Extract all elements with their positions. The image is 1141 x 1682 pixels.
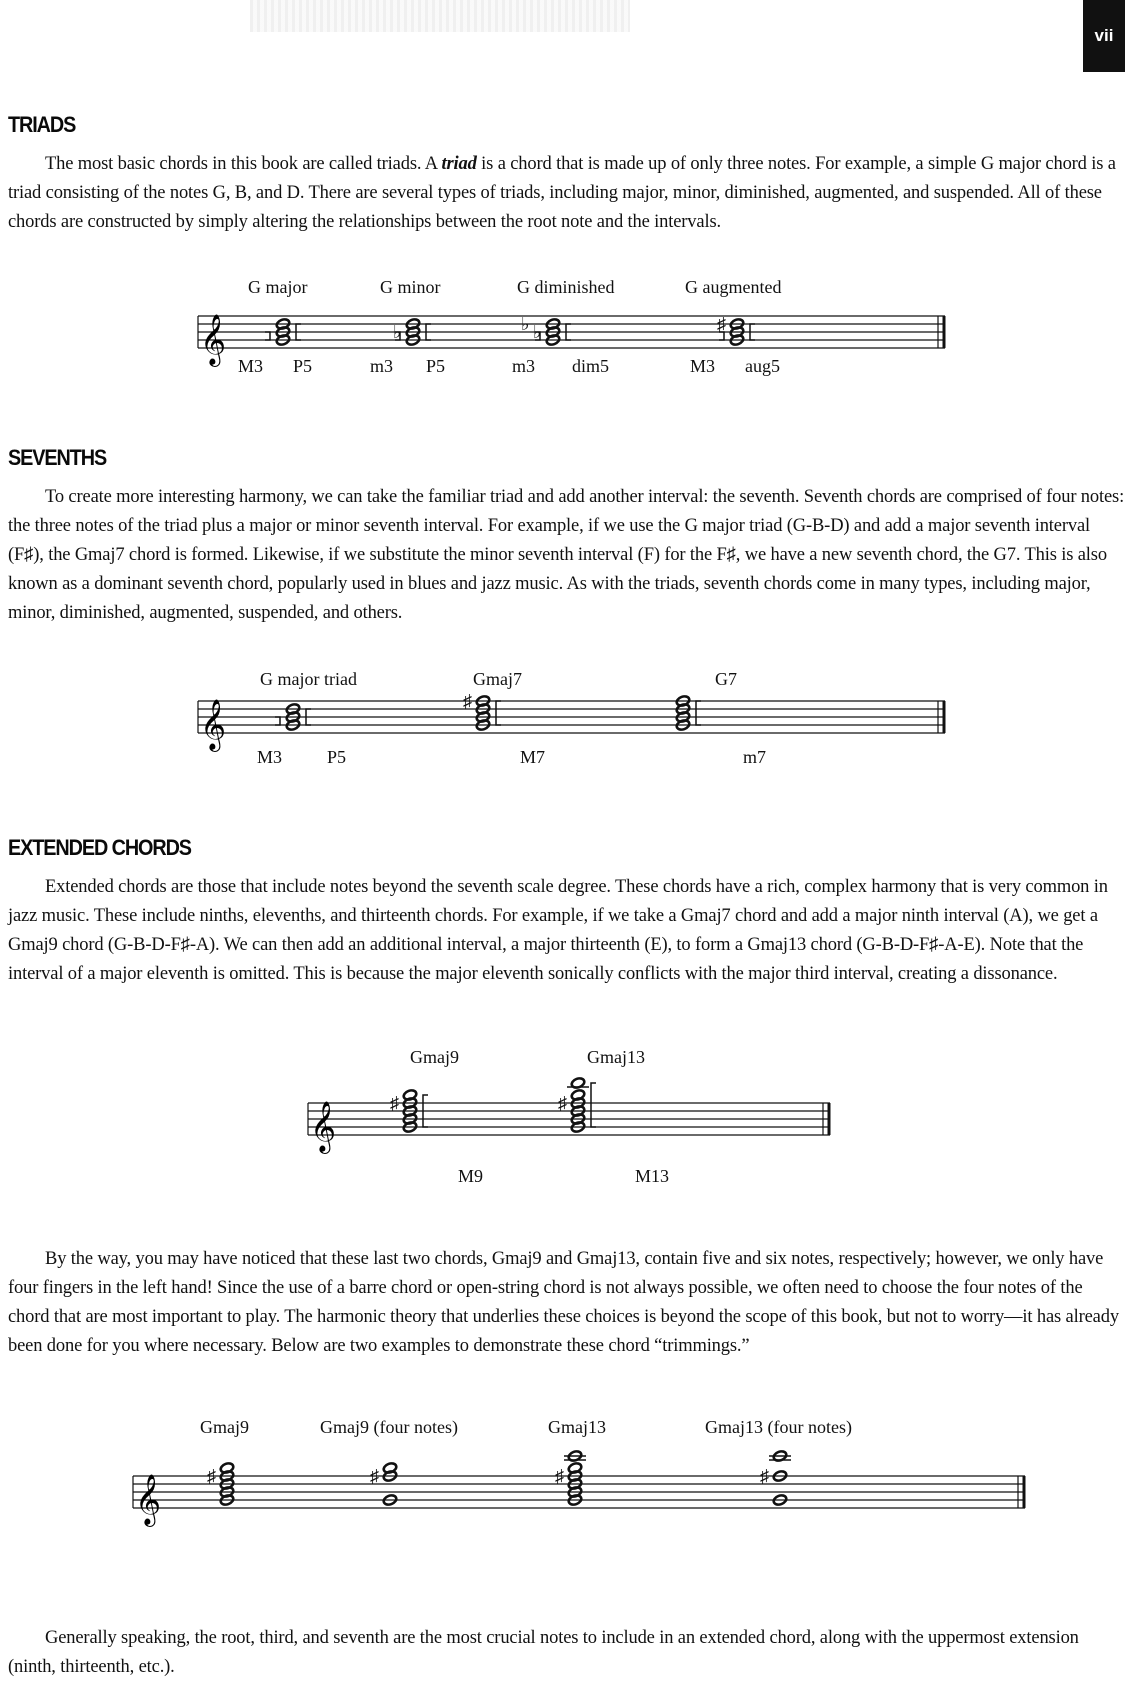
chord-label: G diminished <box>517 277 615 297</box>
interval-label: M9 <box>458 1166 484 1186</box>
interval-label: M3 <box>238 356 264 376</box>
interval-label: m3 <box>370 356 394 376</box>
treble-clef-icon: 𝄞 <box>200 315 227 364</box>
sharp-icon: ♯ <box>390 1093 399 1113</box>
flat-icon: ♭ <box>533 322 542 342</box>
chord-notation <box>521 314 571 346</box>
chord-label: Gmaj9 <box>200 1417 249 1437</box>
chord-notation <box>558 1077 596 1134</box>
chord-label: G major <box>248 277 308 297</box>
paragraph-sevenths: To create more interesting harmony, we can take the familiar triad and add another interval: the seventh. Seventh chords are comprised of four notes: the three notes of the triad plus a major or minor seventh interval. For example, if we use the G major triad (G-B-D) and add a major seventh interval (F♯), the Gmaj7 chord is formed. Likewise, if we substitute the minor seventh interval (F) for the F♯, we have a new seventh chord, the G7. This is also known as a dominant seventh chord, popularly used in blues and jazz music. As with the triads, seventh chords come in many types, including major, minor, diminished, augmented, suspended, and others. <box>8 487 1125 623</box>
interval-label: aug5 <box>745 356 780 376</box>
paragraph-extended-chords: Extended chords are those that include notes beyond the seventh scale degree. These chords have a rich, complex harmony that is very common in jazz music. These include ninths, elevenths, and thirteenth chords. For example, if we take a Gmaj7 chord and add a major ninth interval (A), we get a Gmaj9 chord (G-B-D-F♯-A). We can then add an additional interval, a major thirteenth (E), to form a Gmaj13 chord (G-B-D-F♯-A-E). Note that the interval of a major eleventh is omitted. This is because the major eleventh sonically conflicts with the major third interval, creating a dissonance. <box>8 877 1108 984</box>
interval-label: m7 <box>743 747 767 767</box>
chord-notation <box>717 314 755 346</box>
chord-notation <box>675 695 701 732</box>
interval-bracket <box>265 332 270 340</box>
chord-label: Gmaj9 (four notes) <box>320 1417 458 1437</box>
sharp-icon: ♯ <box>370 1466 379 1486</box>
sharp-icon: ♯ <box>207 1466 216 1486</box>
staff-lines <box>308 1103 830 1135</box>
interval-bracket <box>275 717 280 725</box>
chord-label: Gmaj7 <box>473 669 522 689</box>
chord-label: Gmaj9 <box>410 1047 459 1067</box>
staff-lines <box>198 701 945 733</box>
treble-clef-icon: 𝄞 <box>310 1102 337 1151</box>
chord-label: Gmaj13 (four notes) <box>705 1417 852 1437</box>
interval-label: M7 <box>520 747 546 767</box>
notation-extended <box>290 1045 840 1195</box>
chord-label: Gmaj13 <box>548 1417 606 1437</box>
paragraph-emphasis: triad <box>441 154 477 174</box>
paragraph-triads <box>8 150 1128 237</box>
interval-label: dim5 <box>572 356 610 376</box>
page-number-tab <box>1083 0 1125 72</box>
page-number: vii <box>1094 26 1114 45</box>
treble-clef-icon: 𝄞 <box>200 700 227 749</box>
chord-label: G augmented <box>685 277 782 297</box>
interval-label: P5 <box>293 356 313 376</box>
interval-label: P5 <box>426 356 446 376</box>
interval-label: M13 <box>635 1166 670 1186</box>
sharp-icon: ♯ <box>717 314 726 334</box>
chord-label: Gmaj13 <box>587 1047 645 1067</box>
paragraph-text: is a chord that is made up of only three notes. For example, a simple G major chord is a triad consisting of the notes G, B, and D. There are several types of triads, including major, minor, diminished, augmented, and suspended. All of these chords are constructed by simply altering the relationships between the root note and the intervals. <box>8 154 1116 232</box>
interval-label: M3 <box>257 747 283 767</box>
staff-lines <box>198 316 945 348</box>
flat-icon: ♭ <box>521 314 530 334</box>
notation-trimmings <box>115 1417 1035 1530</box>
flat-icon: ♭ <box>393 322 402 342</box>
paragraph-closing: Generally speaking, the root, third, and seventh are the most crucial notes to include in an extended chord, along with the uppermost extension (ninth, thirteenth, etc.). <box>8 1628 1079 1677</box>
scan-artifact <box>250 0 630 32</box>
interval-bracket <box>591 1083 596 1127</box>
sharp-icon: ♯ <box>760 1466 769 1486</box>
chord-label: G major triad <box>260 669 357 689</box>
interval-bracket <box>696 701 701 725</box>
sharp-icon: ♯ <box>463 691 472 711</box>
interval-bracket <box>496 701 501 725</box>
chord-label: G7 <box>715 669 737 689</box>
notation-triads <box>180 277 950 400</box>
interval-label: m3 <box>512 356 536 376</box>
section-heading-extended-chords: EXTENDED CHORDS <box>8 835 191 860</box>
chord-notation <box>555 1450 586 1507</box>
paragraph-trimmings: By the way, you may have noticed that these last two chords, Gmaj9 and Gmaj13, contain five and six notes, respectively; however, we only have four fingers in the left hand! Since the use of a barre chord or open-string chord is not always possible, we often need to choose the four notes of the chord that are most important to play. The harmonic theory that underlies these choices is beyond the scope of this book, but not to worry—it has already been done for you where necessary. Below are two examples to demonstrate these chord “trimmings.” <box>8 1249 1119 1356</box>
interval-label: P5 <box>327 747 347 767</box>
sharp-icon: ♯ <box>555 1466 564 1486</box>
interval-label: M3 <box>690 356 716 376</box>
section-heading-triads: TRIADS <box>8 112 76 137</box>
paragraph-text: The most basic chords in this book are called triads. A <box>45 154 442 174</box>
treble-clef-icon: 𝄞 <box>135 1475 162 1524</box>
notation-sevenths <box>180 669 950 785</box>
section-heading-sevenths: SEVENTHS <box>8 445 107 470</box>
chord-label: G minor <box>380 277 441 297</box>
sharp-icon: ♯ <box>558 1093 567 1113</box>
chord-notation <box>760 1450 791 1507</box>
